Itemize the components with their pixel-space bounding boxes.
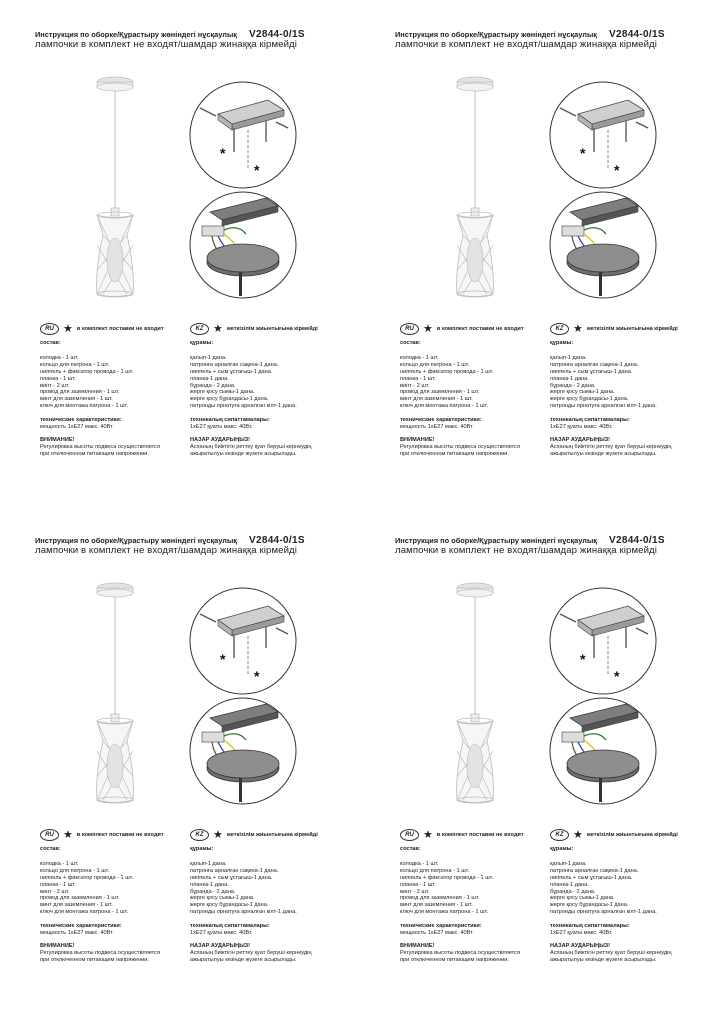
mounting-bracket-icon: [548, 586, 658, 696]
model-number: V2844-0/1S: [249, 535, 305, 546]
tech-value: мощность 1xE27 макс. 40Вт: [400, 930, 473, 937]
warning-line: ажыратылуы кезінде жүзеге асырылады.: [190, 450, 297, 457]
tech-value: 1xE27 қуаты макс. 40Вт.: [190, 930, 253, 937]
contents-list: [550, 355, 710, 410]
contents-item: винт для заземления - 1 шт.: [40, 396, 113, 403]
contents-item: жерге қосу бұрандасы-1 дана.: [550, 396, 629, 403]
contents-item: бұранда - 2 дана.: [550, 382, 596, 389]
contents-item: ключ для монтажа патрона - 1 шт.: [400, 909, 489, 916]
title-text: Инструкция по оборке/Құрастыру жөніндегі нұсқаулық: [395, 30, 597, 39]
ru-section: [40, 828, 200, 964]
not-included-note: в комплект поставки не входит: [436, 325, 524, 332]
contents-heading: состав:: [400, 340, 421, 346]
title-text: Инструкция по оборке/Құрастыру жөніндегі нұсқаулық: [35, 536, 237, 545]
ru-badge: RU: [400, 829, 419, 841]
star-icon: ★: [573, 323, 583, 335]
tech-heading: технические характеристики:: [400, 923, 482, 930]
contents-item: планка-1 дана.: [550, 375, 589, 382]
contents-item: жерге қосу бұрандасы-1 дана.: [550, 902, 629, 909]
kz-section: [550, 828, 710, 964]
warning-line: при отключенном питающем напряжении.: [40, 956, 149, 963]
tech-value: 1xE27 қуаты макс. 40Вт.: [550, 930, 613, 937]
contents-item: планка-1 дана.: [190, 375, 229, 382]
contents-item: кольцо для патрона - 1 шт.: [400, 361, 470, 368]
tech-value: 1xE27 қуаты макс. 40Вт.: [190, 424, 253, 431]
contents-item: колодка - 1 шт.: [40, 354, 79, 361]
model-number: V2844-0/1S: [609, 535, 665, 546]
contents-item: бұранда - 2 дана.: [190, 382, 236, 389]
ru-badge: RU: [400, 323, 419, 335]
contents-item: патронға арналған сақина-1 дана.: [190, 361, 279, 368]
contents-heading: құрамы:: [550, 846, 574, 852]
title-text: Инструкция по оборке/Құрастыру жөніндегі нұсқаулық: [35, 30, 237, 39]
warning-line: Регулировка высоты подвеса осуществляется: [400, 443, 520, 450]
star-icon: ★: [63, 323, 73, 335]
warning-heading: ВНИМАНИЕ!: [40, 942, 75, 949]
pendant-lamp-icon: [75, 70, 155, 320]
contents-item: планка - 1 шт.: [400, 375, 436, 382]
warning-heading: ВНИМАНИЕ!: [40, 436, 75, 443]
tech-heading: техникалық сипаттамалары:: [190, 417, 270, 424]
instruction-sheet: [20, 22, 360, 522]
warning-line: Регулировка высоты подвеса осуществляется: [40, 443, 160, 450]
contents-item: винт - 2 шт.: [400, 888, 430, 895]
contents-item: жерге қосу сымы-1 дана.: [190, 895, 255, 902]
ceiling-canopy-wiring-icon: [188, 190, 298, 300]
star-icon: ★: [213, 829, 223, 841]
tech-value: мощность 1xE27 макс. 40Вт: [40, 930, 113, 937]
contents-item: колодка - 1 шт.: [400, 860, 439, 867]
contents-heading: состав:: [40, 846, 61, 852]
star-icon: ★: [213, 323, 223, 335]
warning-line: Аспаның биіктігін реттеу қуат беруші кернеудің: [550, 443, 672, 450]
contents-item: патронға арналған сақина-1 дана.: [190, 867, 279, 874]
warning-line: ажыратылуы кезінде жүзеге асырылады.: [550, 956, 657, 963]
warning-line: Аспаның биіктігін реттеу қуат беруші кернеудің: [550, 949, 672, 956]
contents-item: ниппель + сым ұстағыш-1 дана.: [550, 368, 633, 375]
contents-item: винт - 2 шт.: [400, 382, 430, 389]
ceiling-canopy-wiring-icon: [548, 190, 658, 300]
warning-line: ажыратылуы кезінде жүзеге асырылады.: [550, 450, 657, 457]
warning-line: Аспаның биіктігін реттеу қуат беруші кернеудің: [190, 949, 312, 956]
mounting-bracket-icon: [188, 586, 298, 696]
not-included-note: в комплект поставки не входит: [436, 831, 524, 838]
contents-item: провод для заземления - 1 шт.: [40, 895, 120, 902]
asterisk-marker: *: [220, 145, 226, 161]
star-icon: ★: [423, 323, 433, 335]
title-text: Инструкция по оборке/Құрастыру жөніндегі нұсқаулық: [395, 536, 597, 545]
kz-badge: KZ: [550, 323, 569, 335]
ceiling-canopy-wiring-icon: [188, 696, 298, 806]
bulbs-not-included-note: лампочки в комплект не входят/шамдар жинаққа кірмейді: [35, 545, 297, 556]
contents-heading: құрамы:: [190, 340, 214, 346]
bulbs-not-included-note: лампочки в комплект не входят/шамдар жинаққа кірмейді: [35, 39, 297, 50]
not-included-note: жеткізілім жиынтығына кірмейді: [226, 831, 318, 838]
contents-item: планка - 1 шт.: [40, 375, 76, 382]
contents-item: винт для заземления - 1 шт.: [40, 902, 113, 909]
asterisk-marker: *: [580, 145, 586, 161]
asterisk-marker: *: [580, 651, 586, 667]
instruction-sheet: [380, 528, 720, 1028]
star-icon: ★: [423, 829, 433, 841]
not-included-note: в комплект поставки не входит: [76, 325, 164, 332]
contents-item: патронды орнатуға арналған кілт-1 дана.: [550, 403, 657, 410]
contents-list: [40, 861, 200, 916]
bulbs-not-included-note: лампочки в комплект не входят/шамдар жинаққа кірмейді: [395, 39, 657, 50]
not-included-note: жеткізілім жиынтығына кірмейді: [586, 325, 678, 332]
contents-item: кольцо для патрона - 1 шт.: [40, 867, 110, 874]
warning-line: при отключенном питающем напряжении.: [400, 956, 509, 963]
warning-heading: ВНИМАНИЕ!: [400, 942, 435, 949]
contents-list: [190, 355, 350, 410]
contents-item: жерге қосу сымы-1 дана.: [550, 389, 615, 396]
contents-item: винт - 2 шт.: [40, 382, 70, 389]
contents-list: [400, 355, 560, 410]
contents-item: патронға арналған сақина-1 дана.: [550, 361, 639, 368]
contents-heading: состав:: [400, 846, 421, 852]
kz-section: [190, 828, 350, 964]
contents-item: ниппель + фиксатор провода - 1 шт.: [40, 874, 134, 881]
contents-item: кольцо для патрона - 1 шт.: [400, 867, 470, 874]
contents-heading: құрамы:: [550, 340, 574, 346]
warning-heading: НАЗАР АУДАРЫҢЫЗ!: [550, 942, 611, 949]
tech-value: мощность 1xE27 макс. 40Вт: [40, 424, 113, 431]
contents-item: патронды орнатуға арналған кілт-1 дана.: [190, 909, 297, 916]
instruction-sheet: [20, 528, 360, 1028]
contents-item: патронды орнатуға арналған кілт-1 дана.: [190, 403, 297, 410]
contents-item: винт для заземления - 1 шт.: [400, 902, 473, 909]
asterisk-marker: *: [254, 162, 260, 178]
contents-item: ключ для монтажа патрона - 1 шт.: [40, 403, 129, 410]
contents-list: [40, 355, 200, 410]
contents-item: ниппель + фиксатор провода - 1 шт.: [40, 368, 134, 375]
warning-line: Регулировка высоты подвеса осуществляется: [400, 949, 520, 956]
contents-item: планка - 1 шт.: [400, 881, 436, 888]
kz-badge: KZ: [550, 829, 569, 841]
contents-heading: состав:: [40, 340, 61, 346]
asterisk-marker: *: [220, 651, 226, 667]
instruction-sheet: [380, 22, 720, 522]
tech-heading: технические характеристики:: [40, 417, 122, 424]
model-number: V2844-0/1S: [609, 29, 665, 40]
contents-list: [190, 861, 350, 916]
not-included-note: жеткізілім жиынтығына кірмейді: [226, 325, 318, 332]
bulbs-not-included-note: лампочки в комплект не входят/шамдар жинаққа кірмейді: [395, 545, 657, 556]
contents-item: винт для заземления - 1 шт.: [400, 396, 473, 403]
contents-item: провод для заземления - 1 шт.: [400, 895, 480, 902]
contents-item: патронға арналған сақина-1 дана.: [550, 867, 639, 874]
contents-item: ниппель + фиксатор провода - 1 шт.: [400, 874, 494, 881]
pendant-lamp-icon: [435, 576, 515, 826]
warning-line: Регулировка высоты подвеса осуществляется: [40, 949, 160, 956]
mounting-bracket-icon: [548, 80, 658, 190]
contents-item: планка - 1 шт.: [40, 881, 76, 888]
ru-badge: RU: [40, 323, 59, 335]
model-number: V2844-0/1S: [249, 29, 305, 40]
ru-badge: RU: [40, 829, 59, 841]
mounting-bracket-icon: [188, 80, 298, 190]
contents-item: ключ для монтажа патрона - 1 шт.: [400, 403, 489, 410]
contents-item: планка-1 дана.: [190, 881, 229, 888]
warning-line: при отключенном питающем напряжении.: [40, 450, 149, 457]
not-included-note: в комплект поставки не входит: [76, 831, 164, 838]
contents-item: қалып-1 дана.: [550, 354, 587, 361]
ru-section: [400, 322, 560, 458]
contents-item: колодка - 1 шт.: [400, 354, 439, 361]
warning-line: при отключенном питающем напряжении.: [400, 450, 509, 457]
contents-item: қалып-1 дана.: [190, 860, 227, 867]
ru-section: [40, 322, 200, 458]
ceiling-canopy-wiring-icon: [548, 696, 658, 806]
tech-heading: технические характеристики:: [40, 923, 122, 930]
warning-heading: НАЗАР АУДАРЫҢЫЗ!: [190, 942, 251, 949]
not-included-note: жеткізілім жиынтығына кірмейді: [586, 831, 678, 838]
contents-list: [400, 861, 560, 916]
contents-item: провод для заземления - 1 шт.: [40, 389, 120, 396]
tech-heading: техникалық сипаттамалары:: [550, 923, 630, 930]
star-icon: ★: [63, 829, 73, 841]
contents-item: колодка - 1 шт.: [40, 860, 79, 867]
contents-item: қалып-1 дана.: [550, 860, 587, 867]
tech-value: мощность 1xE27 макс. 40Вт: [400, 424, 473, 431]
warning-heading: НАЗАР АУДАРЫҢЫЗ!: [550, 436, 611, 443]
asterisk-marker: *: [614, 668, 620, 684]
tech-value: 1xE27 қуаты макс. 40Вт.: [550, 424, 613, 431]
contents-item: кольцо для патрона - 1 шт.: [40, 361, 110, 368]
contents-item: ниппель + сым ұстағыш-1 дана.: [190, 874, 273, 881]
warning-line: ажыратылуы кезінде жүзеге асырылады.: [190, 956, 297, 963]
contents-item: жерге қосу бұрандасы-1 дана.: [190, 396, 269, 403]
contents-item: планка-1 дана.: [550, 881, 589, 888]
warning-heading: ВНИМАНИЕ!: [400, 436, 435, 443]
tech-heading: техникалық сипаттамалары:: [190, 923, 270, 930]
contents-item: ниппель + сым ұстағыш-1 дана.: [550, 874, 633, 881]
warning-line: Аспаның биіктігін реттеу қуат беруші кернеудің: [190, 443, 312, 450]
contents-item: патронды орнатуға арналған кілт-1 дана.: [550, 909, 657, 916]
contents-item: жерге қосу сымы-1 дана.: [190, 389, 255, 396]
contents-item: винт - 2 шт.: [40, 888, 70, 895]
contents-item: провод для заземления - 1 шт.: [400, 389, 480, 396]
kz-badge: KZ: [190, 323, 209, 335]
pendant-lamp-icon: [75, 576, 155, 826]
kz-section: [190, 322, 350, 458]
tech-heading: технические характеристики:: [400, 417, 482, 424]
contents-list: [550, 861, 710, 916]
contents-item: жерге қосу сымы-1 дана.: [550, 895, 615, 902]
contents-item: ниппель + фиксатор провода - 1 шт.: [400, 368, 494, 375]
kz-section: [550, 322, 710, 458]
contents-item: ниппель + сым ұстағыш-1 дана.: [190, 368, 273, 375]
asterisk-marker: *: [254, 668, 260, 684]
tech-heading: техникалық сипаттамалары:: [550, 417, 630, 424]
contents-item: ключ для монтажа патрона - 1 шт.: [40, 909, 129, 916]
contents-heading: құрамы:: [190, 846, 214, 852]
kz-badge: KZ: [190, 829, 209, 841]
star-icon: ★: [573, 829, 583, 841]
pendant-lamp-icon: [435, 70, 515, 320]
contents-item: қалып-1 дана.: [190, 354, 227, 361]
asterisk-marker: *: [614, 162, 620, 178]
contents-item: бұранда - 2 дана.: [550, 888, 596, 895]
contents-item: жерге қосу бұрандасы-1 дана.: [190, 902, 269, 909]
contents-item: бұранда - 2 дана.: [190, 888, 236, 895]
ru-section: [400, 828, 560, 964]
warning-heading: НАЗАР АУДАРЫҢЫЗ!: [190, 436, 251, 443]
